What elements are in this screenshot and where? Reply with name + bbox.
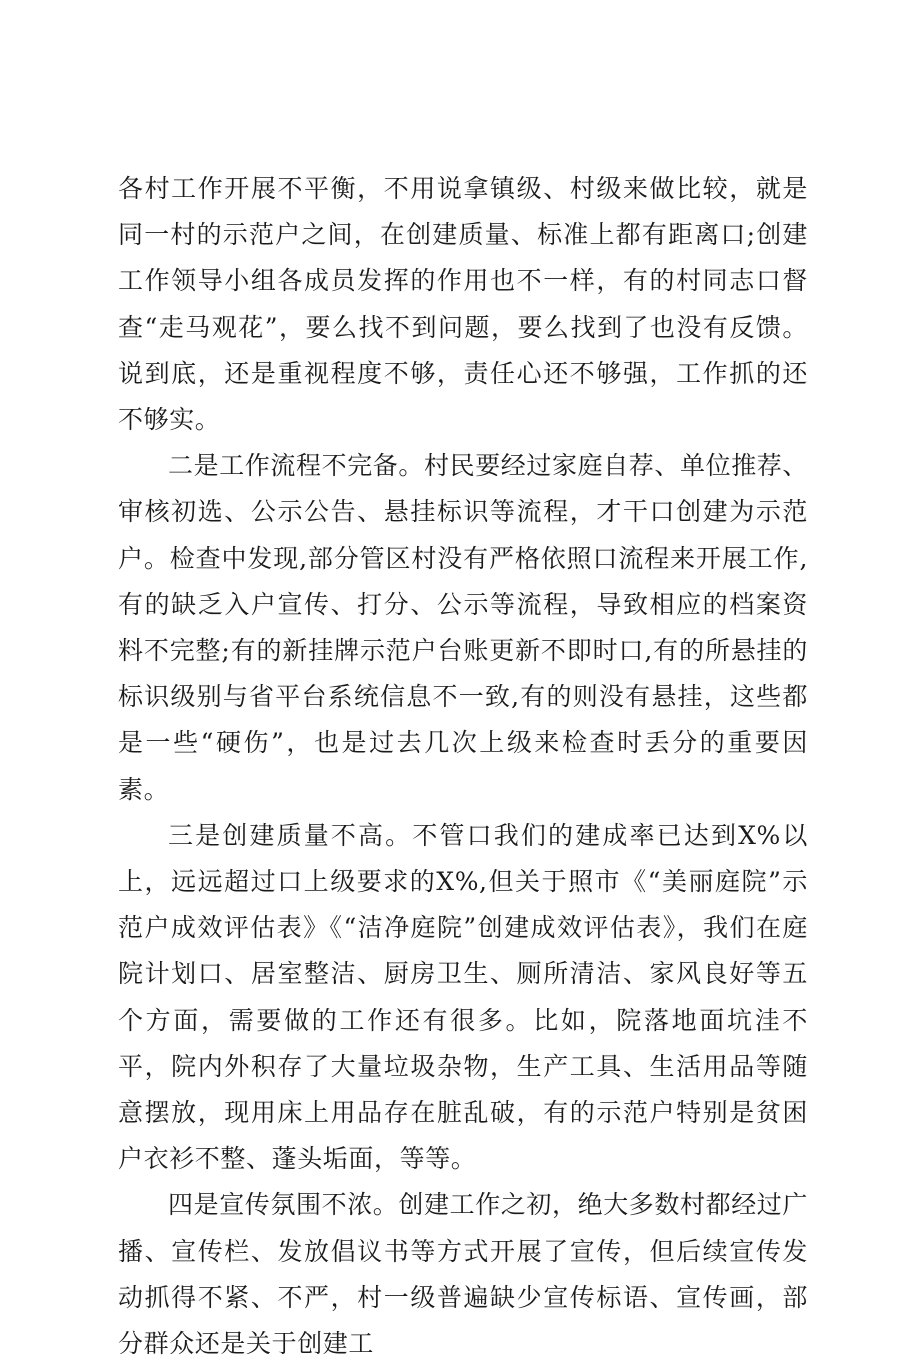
paragraph-quality-low: 三是创建质量不高。不管口我们的建成率已达到X%以上，远远超过口上级要求的X%,但关于照市《“美丽庭院”示范户成效评估表》《“洁净庭院”创建成效评估表》，我们在庭院计划口、居室整洁、厨房卫生、厕所清洁、家风良好等五个方面，需要做的工作还有很多。比如，院落地面坑洼不平，院内外积存了大量垃圾杂物，生产工具、生活用品等随意摆放，现用床上用品存在脏乱破，有的示范户特别是贫困户衣衫不整、蓬头垢面，等等。 bbox=[118, 820, 808, 1174]
paragraph-publicity-weak: 四是宣传氛围不浓。创建工作之初，绝大多数村都经过广播、宣传栏、发放倡议书等方式开展了宣传，但后续宣传发动抓得不紧、不严，村一级普遍缺少宣传标语、宣传画，部分群众还是关于创建工 bbox=[118, 1190, 809, 1359]
paragraph-continuation: 各村工作开展不平衡，不用说拿镇级、村级来做比较，就是同一村的示范户之间，在创建质量、标准上都有距离口;创建工作领导小组各成员发挥的作用也不一样，有的村同志口督查“走马观花”，要么找不到问题，要么找到了也没有反馈。说到底，还是重视程度不够，责任心还不够强，工作抓的还不够实。 bbox=[118, 174, 808, 435]
document-body bbox=[118, 166, 808, 1367]
paragraph-workflow-incomplete: 二是工作流程不完备。村民要经过家庭自荐、单位推荐、审核初选、公示公告、悬挂标识等流程，才干口创建为示范户。检查中发现,部分管区村没有严格依照口流程来开展工作,有的缺乏入户宣传、打分、公示等流程，导致相应的档案资料不完整;有的新挂牌示范户台账更新不即时口,有的所悬挂的标识级别与省平台系统信息不一致,有的则没有悬挂，这些都是一些“硬伤”，也是过去几次上级来检查时丢分的重要因素。 bbox=[118, 451, 809, 804]
